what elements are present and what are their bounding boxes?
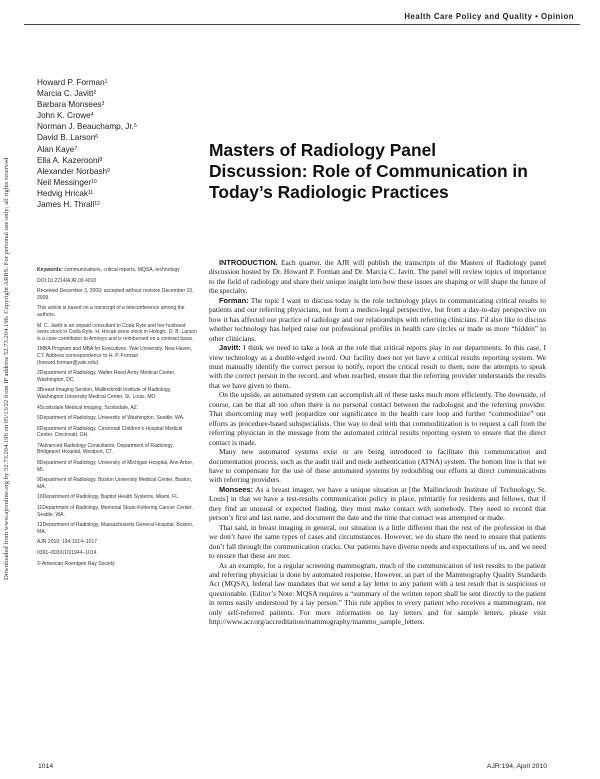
header-divider [24, 24, 580, 25]
affiliation: 8Department of Radiology, University of Michigan Hospital, Ann Arbor, MI. [37, 460, 194, 473]
paragraph: Forman: The topic I want to discuss today is the role technology plays in communicating critical results to patients and our referring physicians, not from a medico-legal perspective, but from a day-to-day perspective on how it has affected our practice of radiology and our relationships with referring clinicians. I’d also like to discuss whether technology has helped raise our professional profiles in health care circles or made us more “hidden” to other clinicians. [209, 295, 546, 343]
affiliation: 7Advanced Radiology Consultants; Department of Radiology, Bridgeport Hospital, Westport, CT. [37, 442, 174, 456]
affiliation: 1MBA Program and MBA for Executives, Yale University, New Haven, CT. Address correspondence to H. P. Forman (howard.forman@yale.edu). [37, 346, 193, 366]
citation: AJR 2010; 194:1014–1017 [37, 539, 98, 546]
affiliation: 4Scottsdale Medical Imaging, Scottsdale, AZ. [37, 404, 139, 411]
paragraph: On the upside, an automated system can accomplish all of these tasks much more efficiently. The downside, of course, can be that all too often there is no personal contact between the radiologist and the referring provider. That shortcoming may well jeopardize our significance in the health care loop and further “commoditize” our efforts as procedure-based subspecialists. One way to deal with that commoditization is to request a call from the referring physician in the message from the automated critical results reporting system to ensure that the direct contact is made. [209, 390, 546, 447]
author: John K. Crowe$^4$ [37, 111, 94, 121]
keywords: Keywords: communications, critical reports, MQSA, technology [37, 267, 180, 273]
author: Barbara Monsees$^3$ [37, 100, 105, 110]
download-watermark: Downloaded from www.ajronline.org by 52.73.204.196 on 05/13/22 from IP address 52.73.204.196. Copyright ARRS. For personal use only; all rights reserved [3, 157, 10, 580]
author: Howard P. Forman$^1$ [37, 78, 108, 87]
paragraph: Many new automated systems exist or are being introduced to facilitate this communication and documentation process, such as the audit trail and node authentication (ATNA) system. The bottom line is that we have to compensate for the use of these automated systems by redoubling our efforts at direct communications with referring providers. [209, 447, 546, 485]
affiliation: 2Department of Radiology, Walter Reed Army Medical Center, Washington, DC. [37, 370, 176, 383]
author-list [37, 77, 137, 210]
paragraph: Javitt: I think we need to take a look at the role that critical reports play in our departments. In this case, I view technology as a double-edged sword. Our facility does not yet have a critical results reporting system. We must manually identify the correct person to notify, report the critical result to them, note the attempts to speak with the correct person in the record, and when reached, ensure that the referring provider understands the results that we have given to them. [209, 343, 546, 390]
author: Alan Kaye$^7$ [37, 144, 78, 154]
affiliation: 9Department of Radiology, Boston University Medical Center, Boston, MA. [37, 477, 193, 490]
affiliation: 11Department of Radiology, Memorial Sloan-Kettering Cancer Center, Seattle, WA. [37, 505, 193, 518]
received-date: Received December 3, 2009; accepted without revision December 10, 2009. [37, 288, 194, 301]
affiliation: 3Breast Imaging Section, Mallinckrodt Institute of Radiology, Washington University Medical Center, St. Louis, MO. [37, 387, 172, 400]
author: Neil Messinger$^{10}$ [37, 177, 97, 187]
affiliation: 6Department of Radiology, Cincinnati Children’s Hospital Medical Center, Cincinnati, OH. [37, 425, 183, 439]
journal-issue: AJR:194, April 2010 [486, 763, 547, 770]
article-note: This article is based on a transcript of a teleconference among the authors. [37, 305, 185, 318]
paragraph: Monsees: As a breast imager, we have a unique situation at [the Mallinckrodt Institute of Technology, St. Louis] in that we have a test-results communication policy in place, primarily for residents and fellows, that if they find an unusual or expected finding, they must make contact with somebody. They need to record that person’s first and last name, and document the date and the time that contact was attempted or made. [209, 484, 546, 523]
disclosure: M. C. Javitt is an unpaid consultant to Coda Ryte and her husband owns stock in Coda Ryte. H. Hricak owns stock in Hologic. D. B. Larson is a case contributor to Amirsys and is reimbursed on a contract basis. [37, 322, 197, 342]
page-number: 1014 [38, 763, 54, 770]
paragraph: INTRODUCTION. Each quarter, the AJR will publish the transcripts of the Masters of Radiology panel discussion hosted by Dr. Howard P. Forman and Dr. Marcia C. Javitt. The panel will review topics of importance to the field of radiology and share their unique insight into how these issues are shaping or will shape the future of the specialty. [209, 258, 546, 296]
article-body [209, 258, 546, 627]
paragraph: That said, in breast imaging in general, our situation is a little different than the rest of the profession in that we don’t have the same types of cases and circumstances. However, we do share the need to ensure that patients don’t fall through the communication cracks. Our patients have diverse needs and expectations of us, and we need to ensure that these are met. [209, 522, 546, 561]
article-sidebar [37, 267, 197, 571]
affiliation: 12Department of Radiology, Massachusetts General Hospital, Boston, MA. [37, 522, 194, 535]
copyright: © American Roentgen Ray Society [37, 560, 115, 567]
affiliation: 5Department of Radiology, University of Washington, Seattle, WA. [37, 415, 185, 422]
issn: 0361–803X/10/1944–1014 [37, 550, 97, 556]
author: Norman J. Beauchamp, Jr.$^5$ [37, 122, 137, 132]
author: James H. Thrall$^{12}$ [37, 200, 100, 210]
author: Ella A. Kazerooni$^8$ [37, 155, 103, 165]
affiliation: 10Department of Radiology, Baptist Health Systems, Miami, FL. [37, 494, 180, 501]
paragraph: As an example, for a regular screening mammogram, much of the communication of test results to the patient and referring physician is done by automated response. However, as part of the Mammography Quality Standards Act (MQSA), federal law mandates that we send a lay letter to any patient with a test result that is suspicious or questionable. (Editor’s Note: MQSA requires a “summary of the written report shall be sent directly to the patient in terms easily understood by a lay person.” This rule applies to every patient who receives a mammogram, not only self-referred patients. For more information on lay letters and for sample letters, please visit http://www.acr.org/accreditation/mammography/mammo_sample_letters. [209, 560, 546, 627]
author: Marcia C. Javitt$^2$ [37, 89, 97, 99]
author: David B. Larson$^6$ [37, 133, 99, 143]
author: Hedvig Hricak$^{11}$ [37, 188, 94, 198]
article-title: Masters of Radiology Panel Discussion: Role of Communication in Today’s Radiologic Practices [209, 140, 528, 202]
author: Alexander Norbash$^9$ [37, 166, 110, 176]
doi: DOI:10.2214/AJR.09.4010 [37, 277, 97, 284]
running-head: Health Care Policy and Quality • Opinion [404, 12, 574, 21]
